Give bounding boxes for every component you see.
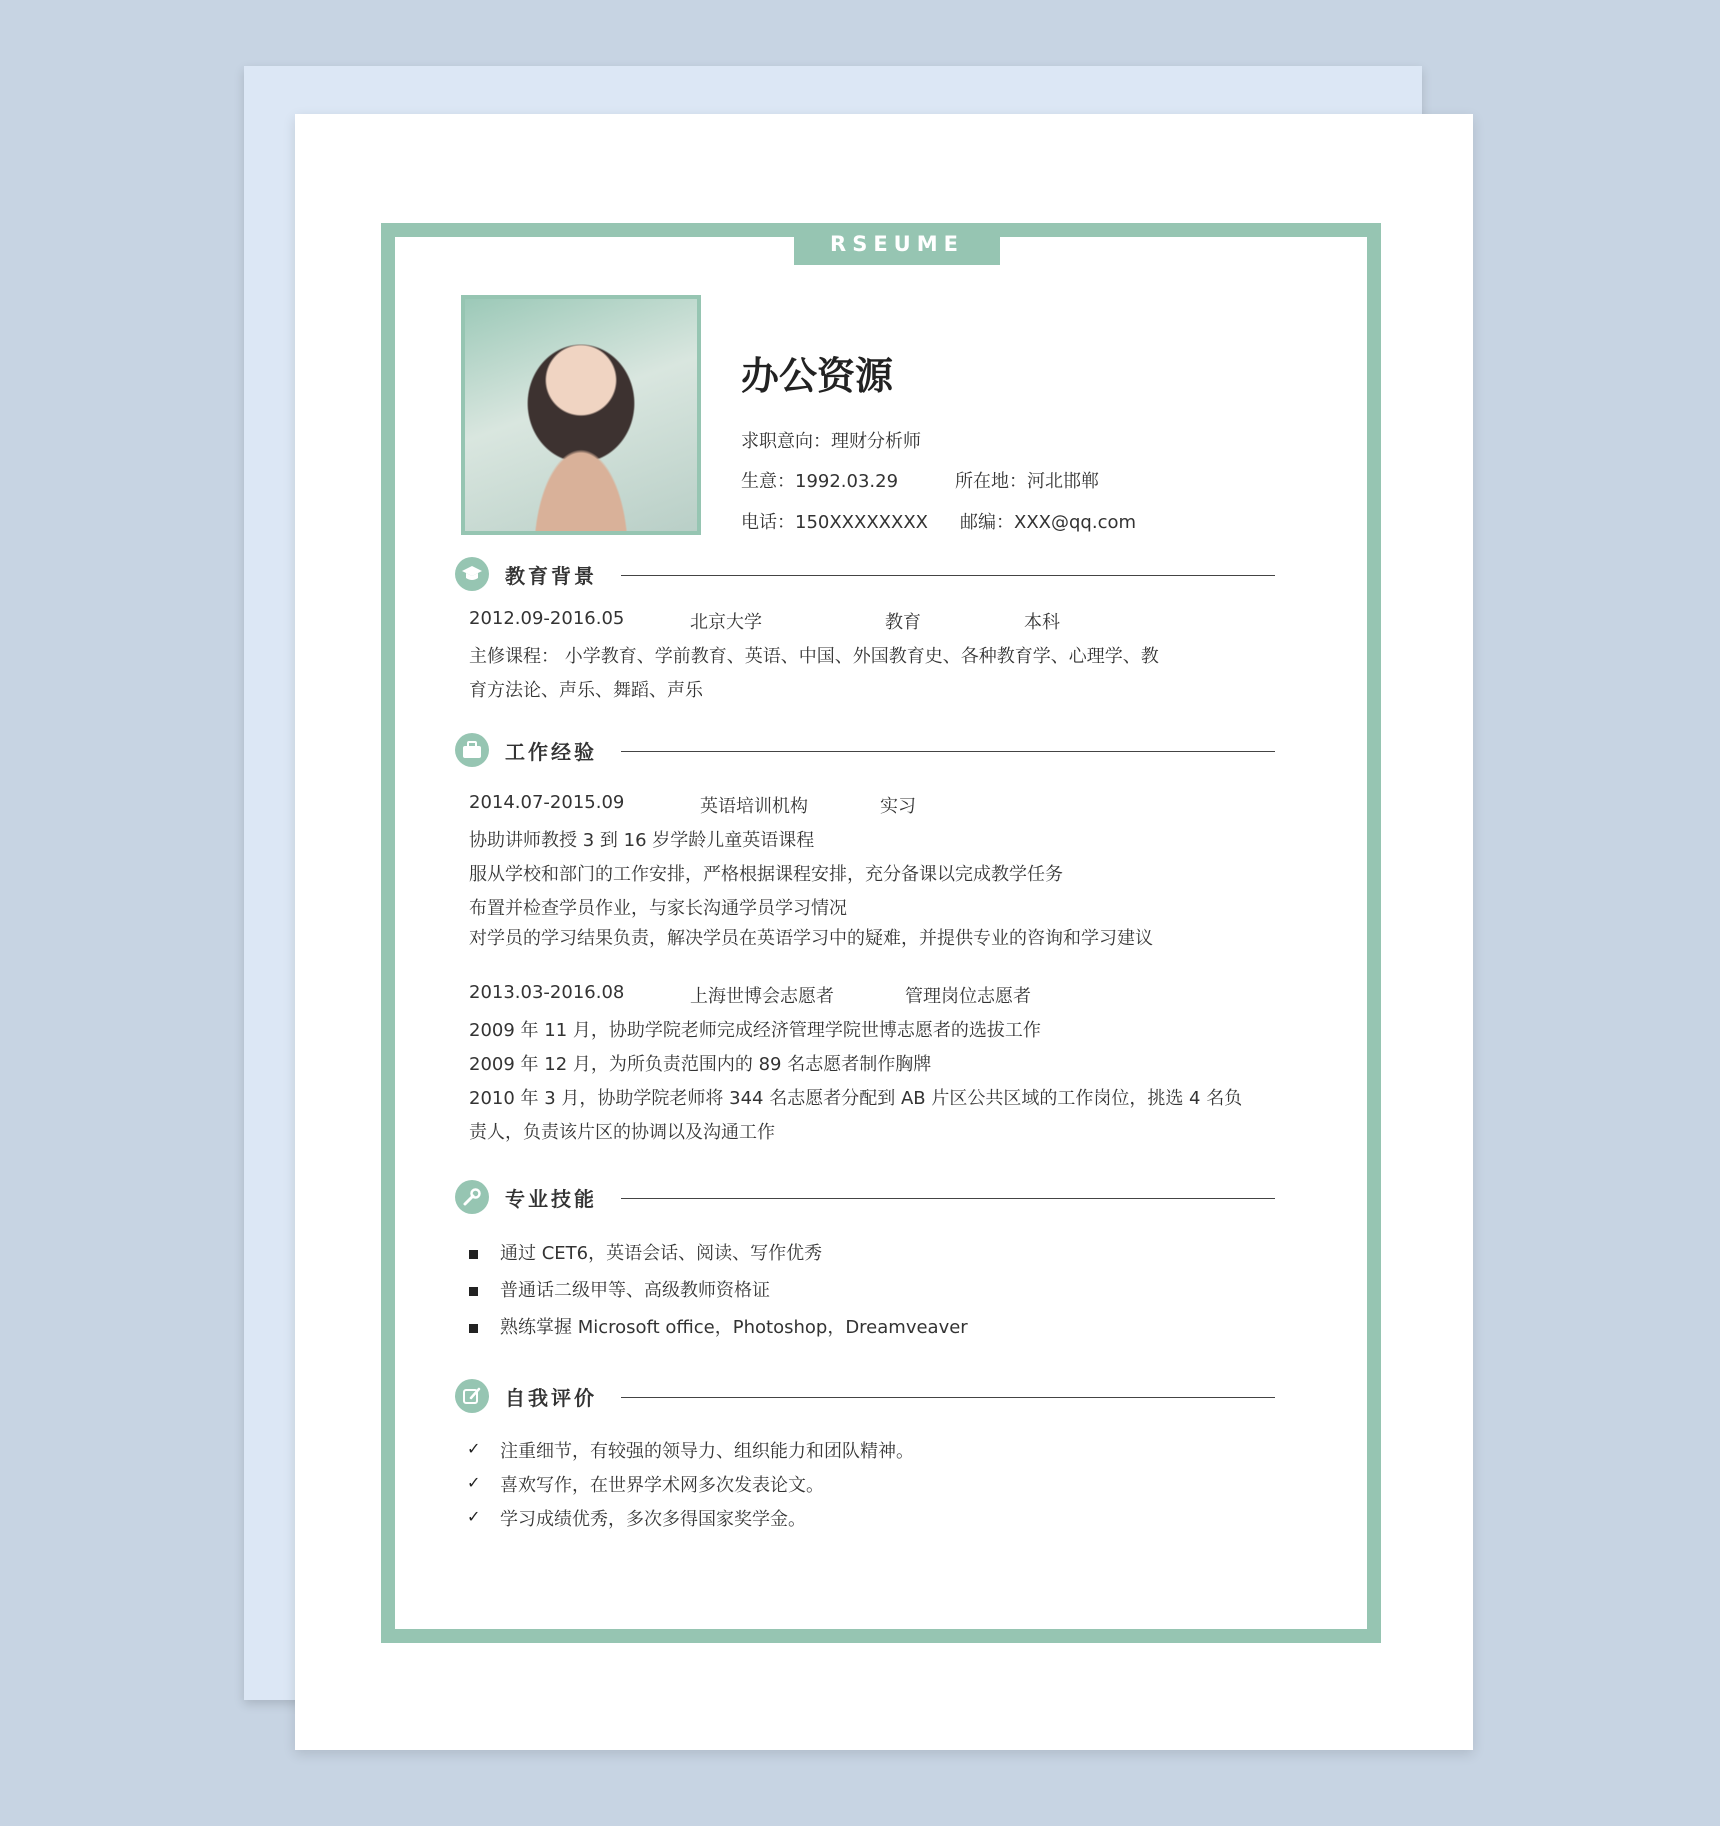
edu-courses-line-2: 育方法论、声乐、舞蹈、声乐: [469, 680, 703, 701]
self-item: 注重细节，有较强的领导力、组织能力和团队精神。: [500, 1441, 914, 1462]
check-icon: ✓: [467, 1507, 481, 1526]
email: 邮编：XXX@qq.com: [960, 512, 1137, 533]
edu-major: 教育: [885, 612, 921, 633]
section-skills: [455, 1180, 1275, 1216]
job1-line: 布置并检查学员作业，与家长沟通学员学习情况: [469, 898, 847, 919]
section-self-evaluation: [455, 1379, 1275, 1415]
skill-bullet: [469, 1250, 478, 1259]
section-title: 专业技能: [505, 1187, 597, 1211]
job2-line: 责人，负责该片区的协调以及沟通工作: [469, 1122, 775, 1143]
job1-line: 对学员的学习结果负责，解决学员在英语学习中的疑难，并提供专业的咨询和学习建议: [469, 928, 1153, 949]
job1-period: 2014.07-2015.09: [469, 792, 625, 813]
section-divider: [621, 1397, 1275, 1398]
section-divider: [621, 751, 1275, 752]
section-education: [455, 557, 1275, 593]
job1-line: 服从学校和部门的工作安排，严格根据课程安排，充分备课以完成教学任务: [469, 864, 1063, 885]
skill-item: 通过 CET6，英语会话、阅读、写作优秀: [500, 1243, 823, 1264]
check-icon: ✓: [467, 1473, 481, 1492]
section-work: [455, 733, 1275, 769]
location: 所在地：河北邯郸: [955, 471, 1099, 492]
skill-bullet: [469, 1287, 478, 1296]
job1-role: 实习: [880, 796, 916, 817]
edu-period: 2012.09-2016.05: [469, 608, 625, 629]
job2-role: 管理岗位志愿者: [905, 986, 1031, 1007]
section-title: 教育背景: [505, 564, 597, 588]
job2-line: 2009 年 11 月，协助学院老师完成经济管理学院世博志愿者的选拔工作: [469, 1020, 1041, 1041]
section-divider: [621, 1198, 1275, 1199]
candidate-name: 办公资源: [741, 354, 894, 398]
skill-item: 普通话二级甲等、高级教师资格证: [500, 1280, 770, 1301]
edit-icon: [455, 1379, 489, 1413]
skill-bullet: [469, 1324, 478, 1333]
skill-item: 熟练掌握 Microsoft office，Photoshop，Dreamveaver: [500, 1317, 968, 1338]
briefcase-icon: [455, 733, 489, 767]
check-icon: ✓: [467, 1439, 481, 1458]
job2-line: 2010 年 3 月，协助学院老师将 344 名志愿者分配到 AB 片区公共区域的工作岗位，挑选 4 名负: [469, 1088, 1243, 1109]
job2-period: 2013.03-2016.08: [469, 982, 625, 1003]
job1-line: 协助讲师教授 3 到 16 岁学龄儿童英语课程: [469, 830, 815, 851]
profile-photo: [461, 295, 701, 535]
self-item: 学习成绩优秀，多次多得国家奖学金。: [500, 1509, 806, 1530]
edu-courses-line-1: 主修课程： 小学教育、学前教育、英语、中国、外国教育史、各种教育学、心理学、教: [469, 646, 1159, 667]
section-title: 工作经验: [505, 740, 597, 764]
job2-org: 上海世博会志愿者: [690, 986, 834, 1007]
graduation-cap-icon: [455, 557, 489, 591]
job-intent: 求职意向：理财分析师: [741, 431, 921, 452]
section-divider: [621, 575, 1275, 576]
resume-frame: [381, 223, 1381, 1643]
self-item: 喜欢写作，在世界学术网多次发表论文。: [500, 1475, 824, 1496]
wrench-icon: [455, 1180, 489, 1214]
job2-line: 2009 年 12 月，为所负责范围内的 89 名志愿者制作胸牌: [469, 1054, 932, 1075]
resume-sheet: [295, 114, 1473, 1750]
edu-degree: 本科: [1024, 612, 1060, 633]
edu-school: 北京大学: [690, 612, 762, 633]
job1-org: 英语培训机构: [700, 796, 808, 817]
section-title: 自我评价: [505, 1386, 597, 1410]
resume-tag: RSEUME: [794, 223, 1000, 265]
birth-date: 生意：1992.03.29: [741, 471, 899, 492]
phone: 电话：150XXXXXXXX: [741, 512, 929, 533]
